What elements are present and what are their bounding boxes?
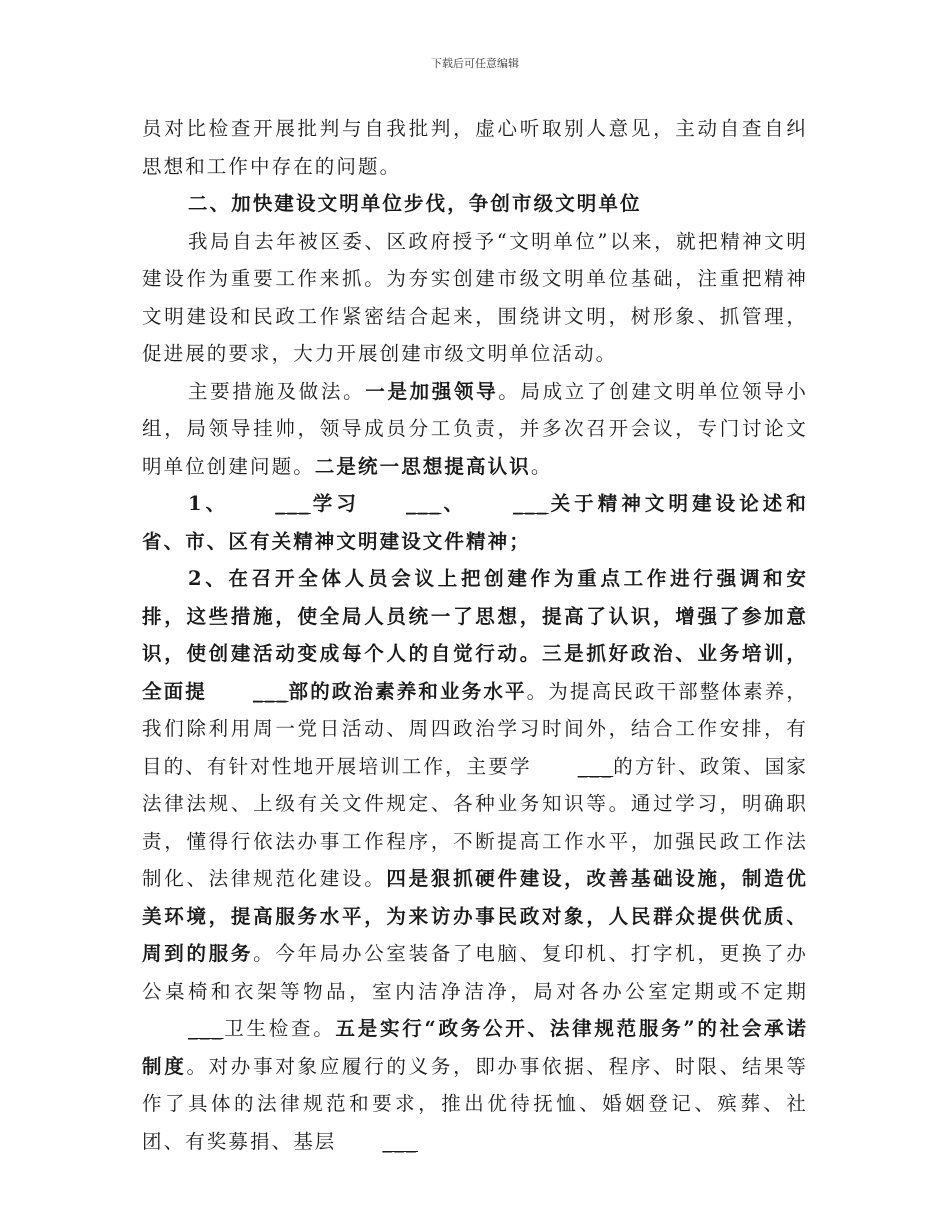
text-run: 。局成立了创建文明单位领导小组，局领导挂帅，领导成员分工负责，并多次召开会议，专门讨论文明单位创建问题。	[142, 379, 808, 478]
blank-underline: ___	[577, 754, 614, 778]
bold-run: 2、在召开全体人员会议上把创建作为重点工作进行强调和安排，这些措施，使全局人员统一了思想，提高了认识，增强了参加意识，使创建活动变成每个人的自觉行动。三是抓好政治、业务培训，全面提	[142, 567, 808, 703]
blank-underline: ___	[275, 492, 311, 515]
paragraph-1: 员对比检查开展批判与自我批判，虚心听取别人意见，主动自查自纠思想和工作中存在的问题。	[142, 117, 808, 178]
paragraph-3: 我局自去年被区委、区政府授予“文明单位”以来，就把精神文明建设作为重要工作来抓。为夯实创建市级文明单位基础，注重把精神文明建设和民政工作紧密结合起来，围绕讲文明，树形象、抓管理，促进展的要求，大力开展创建市级文明单位活动。	[142, 229, 808, 365]
text-run: 学习	[310, 492, 360, 515]
page-header: 下载后可任意编辑	[431, 57, 519, 70]
paragraph-4	[142, 373, 808, 486]
text-run: 。对办事对象应履行的义务，即办事依据、程序、时限、结果等作了具体的法律规范和要求，推出优待抚恤、婚姻登记、殡葬、社团、有奖募捐、基层	[142, 1054, 808, 1153]
text-run: 。	[530, 454, 553, 478]
text-run: 、	[441, 492, 468, 515]
bold-run: 一是加强领导	[365, 379, 499, 403]
text-run: 卫生检查。	[223, 1017, 336, 1040]
text-run: 的方针、政策、国家法律法规、上级有关文件规定、各种业务知识等。通过学习，明确职责，懂得行依法办事工作程序，不断提高工作水平，加强民政工作法制化、法律规范化建设。	[142, 754, 808, 890]
blank-underline: ___	[405, 492, 442, 515]
text-run: 关于精神文明建设论述和省、市、区有关精神文明建设文件精神；	[142, 492, 808, 553]
bold-run: 五是实行“政务公开、法律规范服务”的社会承诺制度	[142, 1017, 808, 1078]
section-heading: 二、加快建设文明单位步伐，争创市级文明单位	[188, 192, 642, 215]
blank-underline: ___	[188, 1017, 224, 1040]
blank-underline: ___	[382, 1129, 418, 1153]
text-run: 1、	[188, 492, 230, 515]
bold-run: 四是狠抓硬件建设，改善基础设施，制造优美环境，提高服务水平，为来访办事民政对象，人民群众提供优质、周到的服务	[142, 867, 808, 965]
text-run: 主要措施及做法。	[188, 379, 366, 403]
text-run: 。为提高民政干部整体素养，我们除利用周一党日活动、周四政治学习时间外，结合工作安排，有目的、有针对性地开展培训工作，主要学	[142, 679, 808, 778]
paragraph-6	[142, 560, 808, 1160]
document-body	[142, 110, 808, 1160]
text-run: 。今年局办公室装备了电脑、复印机、打字机，更换了办公桌椅和衣架等物品，室内洁净洁净，局对各办公室定期或不定期	[142, 942, 808, 1003]
bold-run: 部的政治素养和业务水平	[288, 679, 527, 703]
blank-underline: ___	[513, 492, 549, 515]
paragraph-5	[142, 485, 808, 560]
bold-run: 二是统一思想提高认识	[314, 454, 531, 478]
blank-underline: ___	[252, 679, 289, 703]
